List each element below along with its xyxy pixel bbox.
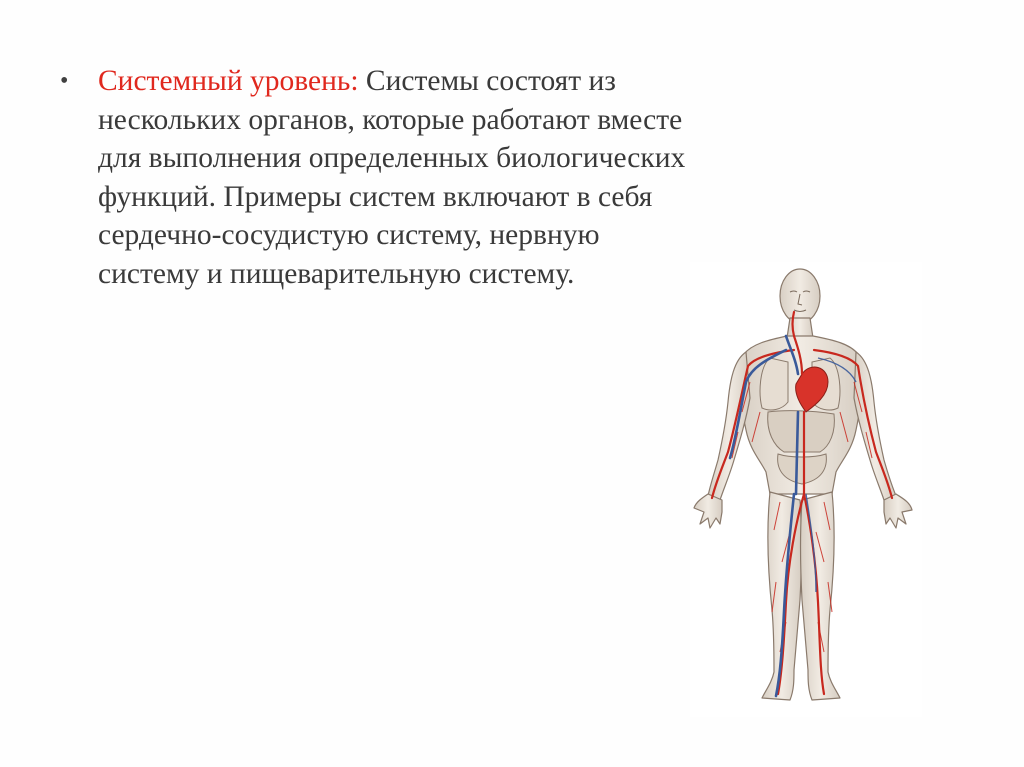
bullet-paragraph <box>98 62 708 293</box>
bullet-marker: • <box>60 68 69 94</box>
body-text: Системы состоят из нескольких органов, которые работают вместе для выполнения определенных биологических функций. Примеры систем включают в себя сердечно-сосудистую систему, нервную систему и пищеварительную систему. <box>98 65 686 290</box>
human-figure-icon <box>690 262 922 717</box>
lead-heading: Системный уровень: <box>98 65 359 97</box>
circulatory-system-illustration <box>690 262 922 717</box>
